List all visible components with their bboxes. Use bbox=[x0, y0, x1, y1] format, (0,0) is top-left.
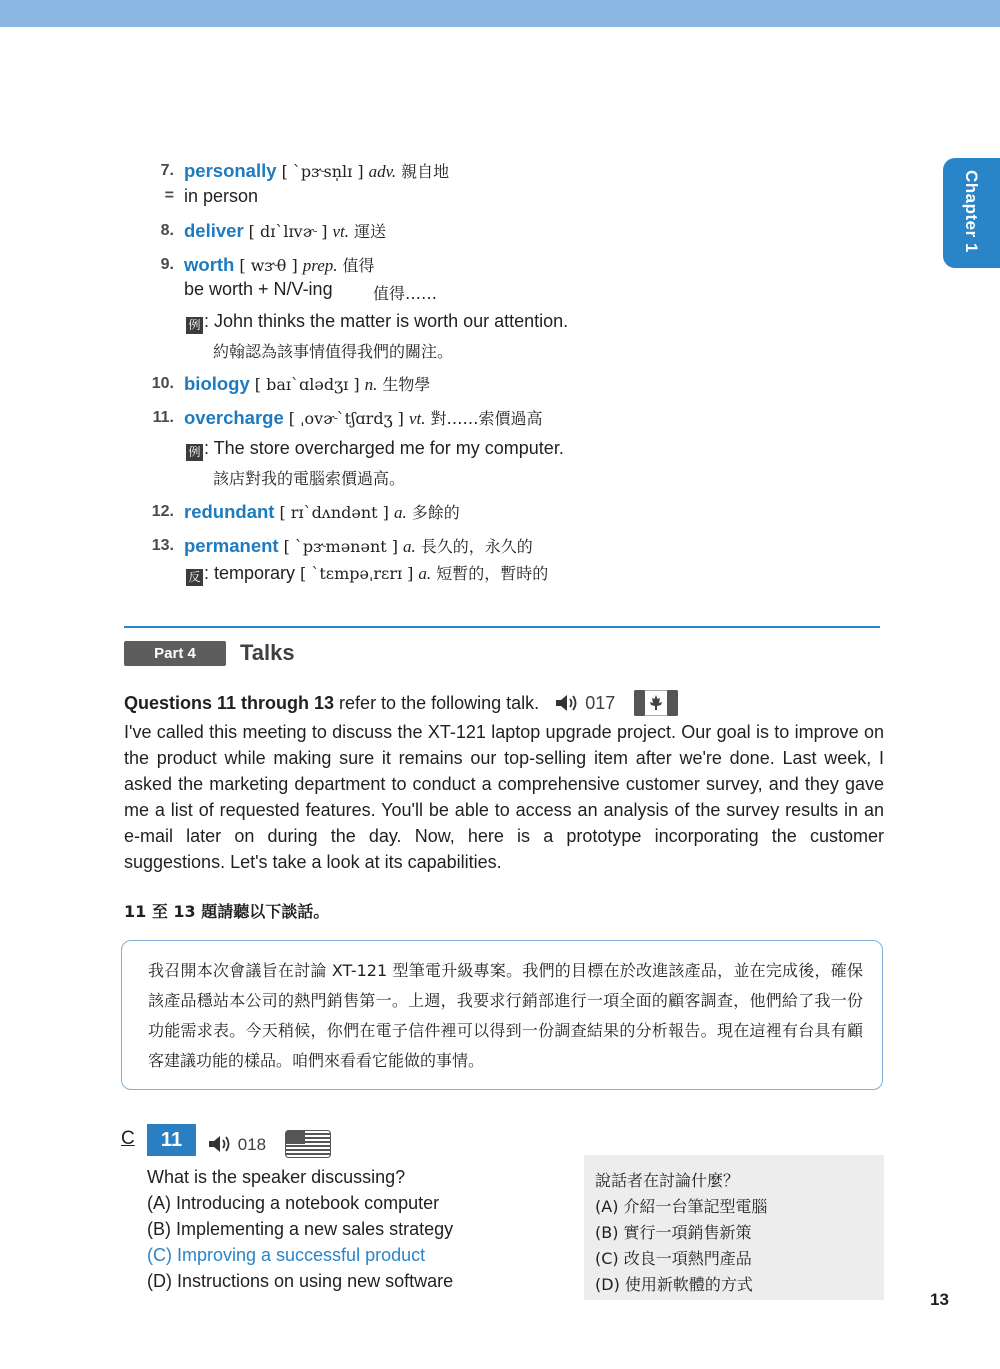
vocab-entry bbox=[184, 372, 430, 395]
vocab-ipa: [ ˌovɚˋtʃɑrdʒ ] bbox=[288, 409, 404, 428]
vocab-number: 9. bbox=[160, 256, 174, 273]
vocab-number: 13. bbox=[151, 537, 174, 554]
vocab-entry bbox=[184, 406, 543, 429]
vocab-pos: adv. bbox=[368, 162, 397, 181]
intro-rest: refer to the following talk. bbox=[334, 693, 540, 713]
zh-translation-box bbox=[121, 940, 883, 1090]
part-badge: Part 4 bbox=[124, 641, 226, 666]
zh-translation: 我召開本次會議旨在討論 XT-121 型筆電升級專案。我們的目標在於改進該產品，並在完成後，確保該產品穩站本公司的熱門銷售第一。上週，我要求行銷部進行一項全面的顧客調查，他們給了我一份功能需求表。今天稍候，你們在電子信件裡可以得到一份調查結果的分析報告。現在這裡有台具有顧客建議功能的樣品。咱們來看看它能做的事情。 bbox=[148, 961, 863, 1070]
intro-bold: Questions 11 through 13 bbox=[124, 693, 335, 713]
vocab-pos: prep. bbox=[302, 256, 338, 275]
us-flag-icon bbox=[285, 1130, 331, 1163]
vocab-meaning: 親自地 bbox=[401, 162, 450, 181]
talk-intro bbox=[124, 690, 678, 721]
vocab-word: biology bbox=[184, 373, 250, 394]
vocab-meaning: 長久的，永久的 bbox=[420, 537, 533, 556]
vocab-meaning: 多餘的 bbox=[411, 503, 460, 522]
vocab-word: deliver bbox=[184, 220, 244, 241]
antonym-pos: a. bbox=[418, 564, 432, 583]
example-mark: 例 bbox=[186, 317, 203, 334]
option-c[interactable]: (C) Improving a successful product bbox=[147, 1245, 426, 1265]
vocab-pos: vt. bbox=[408, 409, 426, 428]
vocab-entry bbox=[184, 253, 375, 276]
antonym-word: : temporary bbox=[204, 563, 296, 583]
vocab-entry bbox=[184, 534, 533, 557]
zh-question-panel bbox=[584, 1155, 884, 1300]
vocab-entry bbox=[184, 219, 386, 242]
synonym-text: in person bbox=[184, 186, 259, 206]
example-sentence bbox=[186, 438, 564, 461]
chapter-tab[interactable]: Chapter 1 bbox=[943, 158, 1000, 268]
vocab-number: 10. bbox=[151, 375, 174, 392]
vocab-entry bbox=[184, 159, 449, 182]
zh-option-a: (A) 介紹一台筆記型電腦 bbox=[595, 1197, 768, 1216]
zh-option-d: (D) 使用新軟體的方式 bbox=[595, 1275, 753, 1294]
vocab-entry bbox=[184, 500, 460, 523]
example-en: : John thinks the matter is worth our attention. bbox=[204, 311, 569, 331]
track-number: 018 bbox=[237, 1135, 267, 1154]
vocab-number: 11. bbox=[152, 409, 174, 426]
speaker-icon[interactable] bbox=[554, 694, 580, 717]
question-number: 11 bbox=[147, 1124, 196, 1156]
vocab-ipa: [ baɪˋɑlədʒɪ ] bbox=[254, 375, 360, 394]
vocab-ipa: [ wɝθ ] bbox=[239, 256, 298, 275]
vocab-word: redundant bbox=[184, 501, 275, 522]
vocab-word: personally bbox=[184, 160, 277, 181]
vocab-meaning: 生物學 bbox=[382, 375, 431, 394]
page-number: 13 bbox=[930, 1290, 949, 1309]
vocab-word: permanent bbox=[184, 535, 279, 556]
vocab-pos: a. bbox=[403, 537, 416, 556]
vocab-number: 8. bbox=[160, 222, 174, 239]
section-divider bbox=[124, 626, 880, 628]
vocab-pos: vt. bbox=[332, 222, 349, 241]
speaker-icon[interactable] bbox=[207, 1135, 233, 1158]
vocab-ipa: [ ˋpɝmənənt ] bbox=[283, 537, 399, 556]
vocab-pos: n. bbox=[364, 375, 378, 394]
question-audio bbox=[207, 1130, 331, 1163]
vocab-meaning: 對……索價過高 bbox=[430, 409, 543, 428]
example-sentence bbox=[186, 311, 568, 334]
vocab-word: worth bbox=[184, 254, 235, 275]
zh-option-b: (B) 實行一項銷售新策 bbox=[595, 1223, 752, 1242]
antonym-ipa: [ ˋtɛmpəˌrɛrɪ ] bbox=[300, 564, 414, 583]
vocab-ipa: [ dɪˋlɪvɚ ] bbox=[248, 222, 328, 241]
vocab-meaning: 值得 bbox=[342, 256, 375, 275]
antonym-meaning: 短暫的，暫時的 bbox=[436, 564, 549, 583]
vocab-number: 7. bbox=[160, 162, 174, 179]
zh-heading: 11 至 13 題請聽以下談話。 bbox=[124, 902, 330, 921]
vocab-ipa: [ rɪˋdʌndənt ] bbox=[279, 503, 389, 522]
antonym-entry bbox=[186, 561, 548, 586]
answer-key: C bbox=[121, 1128, 135, 1149]
header-bar bbox=[0, 0, 1000, 27]
antonym-mark: 反 bbox=[186, 569, 203, 586]
zh-option-c: (C) 改良一項熱門產品 bbox=[595, 1249, 752, 1268]
vocab-number: 12. bbox=[151, 503, 174, 520]
canada-flag-icon bbox=[634, 690, 678, 721]
vocab-word: overcharge bbox=[184, 407, 284, 428]
option-d[interactable]: (D) Instructions on using new software bbox=[147, 1271, 454, 1291]
question-text: What is the speaker discussing? bbox=[147, 1167, 406, 1187]
example-zh: 約翰認為該事情值得我們的關注。 bbox=[213, 342, 454, 361]
zh-question-text: 說話者在討論什麼？ bbox=[595, 1171, 740, 1190]
track-number: 017 bbox=[585, 693, 616, 713]
synonym-mark: = bbox=[164, 187, 174, 204]
talk-transcript: I've called this meeting to discuss the XT-121 laptop upgrade project. Our goal is to improve on the product while making sure it remains our top-selling item after we're done. Last week, I asked the marketing department to conduct a comprehensive customer survey, and they gave me a list of requested features. You'll be able to access an analysis of the survey results in an e-mail later on during the day. Now, here is a prototype incorporating the customer suggestions. Let's take a look at its capabilities. bbox=[124, 722, 884, 872]
vocab-ipa: [ ˋpɝsn̩lɪ ] bbox=[281, 162, 364, 181]
option-b[interactable]: (B) Implementing a new sales strategy bbox=[147, 1219, 454, 1239]
phrase-en: be worth + N/V-ing bbox=[184, 279, 333, 299]
example-mark: 例 bbox=[186, 444, 203, 461]
example-en: : The store overcharged me for my computer. bbox=[204, 438, 564, 458]
example-zh: 該店對我的電腦索價過高。 bbox=[213, 469, 406, 488]
phrase-zh: 值得…… bbox=[373, 284, 438, 303]
option-a[interactable]: (A) Introducing a notebook computer bbox=[147, 1193, 440, 1213]
vocab-pos: a. bbox=[393, 503, 407, 522]
vocab-meaning: 運送 bbox=[354, 222, 387, 241]
part-title: Talks bbox=[240, 640, 295, 665]
